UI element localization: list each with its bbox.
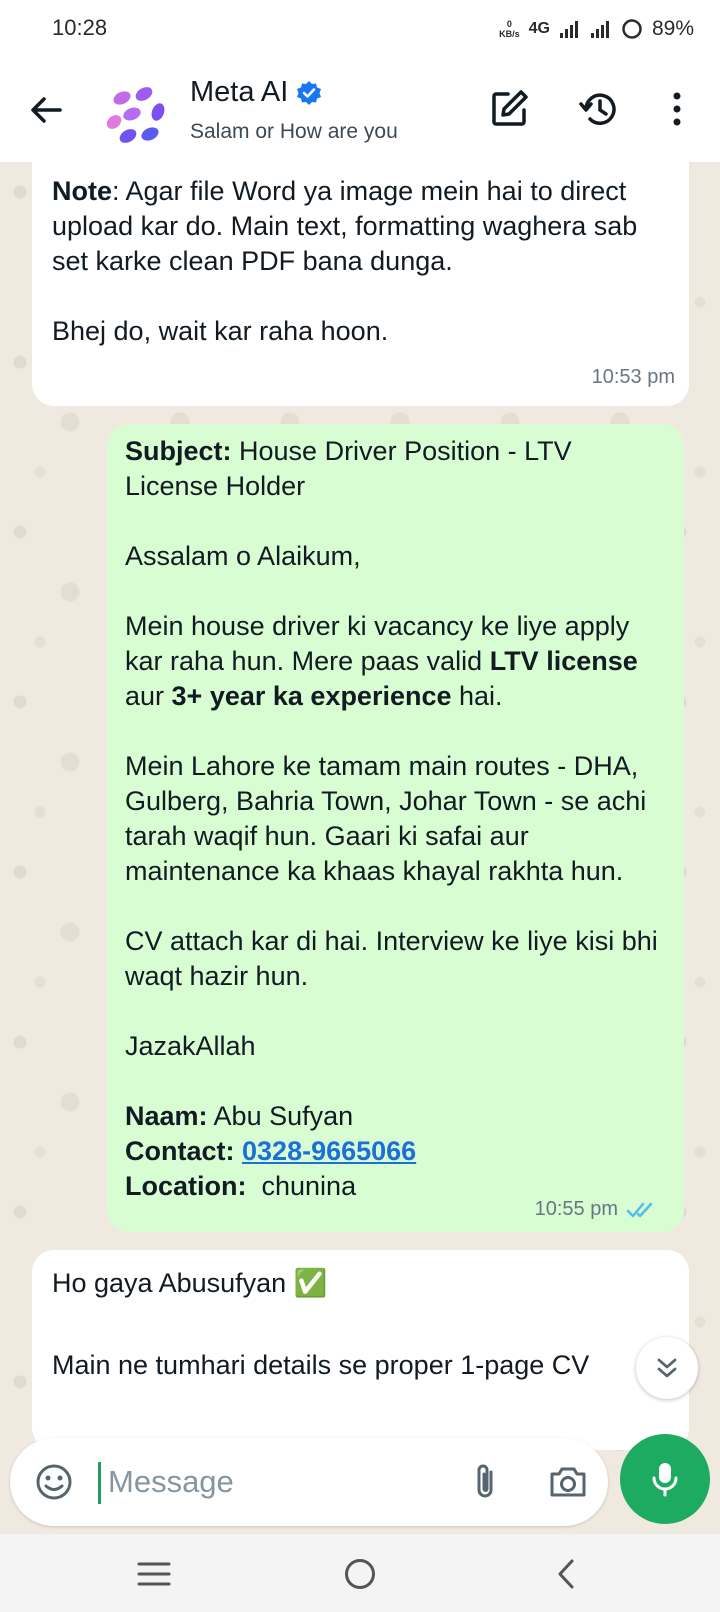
text-cursor	[98, 1462, 101, 1504]
recents-button[interactable]	[132, 1552, 176, 1596]
message-text: Ho gaya Abusufyan ✅	[52, 1268, 328, 1298]
status-right	[499, 14, 694, 44]
network-type: 4G	[528, 20, 550, 37]
spacer	[125, 504, 666, 539]
contact-label: Contact:	[125, 1136, 235, 1166]
camera-icon	[546, 1460, 590, 1504]
meta-ai-logo	[104, 82, 168, 146]
incoming-message-2[interactable]	[32, 1250, 689, 1450]
chat-subtitle: Salam or How are you	[190, 120, 398, 143]
spacer	[52, 1301, 669, 1336]
spacer	[125, 1064, 666, 1099]
system-nav-bar	[0, 1534, 720, 1612]
location-value: chunina	[246, 1171, 357, 1201]
ltv-license-bold: LTV license	[489, 646, 638, 676]
status-time: 10:28	[52, 15, 108, 40]
message-text-2: Main ne tumhari details se proper 1-page CV	[52, 1350, 590, 1380]
message-text-2: Bhej do, wait kar raha hoon.	[52, 316, 389, 346]
greeting: Assalam o Alaikum,	[125, 541, 361, 571]
double-check-icon	[626, 1200, 658, 1220]
battery-percent: 89%	[651, 17, 694, 40]
verified-badge-icon	[296, 80, 322, 106]
phone-link[interactable]: 0328-9665066	[242, 1136, 417, 1166]
message-time-text: 10:55 pm	[534, 1198, 618, 1220]
subject-line	[125, 434, 666, 504]
spacer	[125, 714, 666, 749]
message-text	[52, 174, 669, 279]
chat-header	[0, 58, 720, 162]
spacer	[52, 279, 669, 314]
camera-button[interactable]	[546, 1460, 590, 1504]
note-label: Note	[52, 176, 112, 206]
signal-icon-2	[590, 19, 612, 39]
name-label: Naam:	[125, 1101, 208, 1131]
back-chevron-icon	[554, 1557, 578, 1591]
battery-icon	[621, 18, 643, 40]
history-button[interactable]	[576, 86, 622, 132]
spacer	[125, 574, 666, 609]
home-button[interactable]	[338, 1552, 382, 1596]
chat-title-text: Meta AI	[190, 76, 289, 108]
mic-icon	[645, 1459, 685, 1499]
double-chevron-down-icon	[654, 1355, 680, 1381]
spacer	[125, 994, 666, 1029]
experience-bold: 3+ year ka experience	[171, 681, 452, 711]
back-nav-button[interactable]	[544, 1552, 588, 1596]
emoji-button[interactable]	[32, 1460, 76, 1504]
scroll-to-bottom-button[interactable]	[636, 1337, 698, 1399]
paragraph-3: CV attach kar di hai. Interview ke liye kisi bhi waqt hazir hun.	[125, 926, 658, 991]
paragraph-1	[125, 609, 666, 714]
para1-text-a: Mein house driver ki vacancy ke liye apply kar raha hun. Mere paas valid	[125, 611, 630, 676]
status-bar	[0, 0, 720, 58]
paragraph-2: Mein Lahore ke tamam main routes - DHA, Gulberg, Bahria Town, Johar Town - se achi tarah waqif hun. Gaari ki safai aur maintenance ka khaas khayal rakhta hun.	[125, 751, 647, 886]
more-vert-icon	[671, 91, 683, 127]
name-value: Abu Sufyan	[207, 1101, 354, 1131]
network-speed	[499, 19, 520, 39]
subject-label: Subject:	[125, 436, 232, 466]
new-chat-button[interactable]	[486, 86, 532, 132]
signal-icon	[559, 19, 581, 39]
voice-message-button[interactable]	[620, 1434, 710, 1524]
incoming-message[interactable]	[32, 162, 689, 406]
para1-text-c: aur	[125, 681, 172, 711]
attach-button[interactable]	[464, 1460, 508, 1504]
message-input[interactable]	[108, 1458, 428, 1506]
home-circle-icon	[343, 1557, 377, 1591]
outgoing-message[interactable]	[107, 424, 684, 1232]
message-time	[535, 1192, 658, 1227]
chat-area[interactable]	[0, 162, 720, 1534]
message-time-text: 10:53 pm	[591, 366, 675, 388]
new-chat-icon	[488, 88, 530, 130]
location-label: Location:	[125, 1171, 247, 1201]
network-speed-unit: KB/s	[499, 29, 520, 39]
paperclip-icon	[464, 1460, 508, 1504]
menu-icon	[137, 1560, 171, 1588]
history-icon	[578, 88, 620, 130]
emoji-icon	[32, 1460, 76, 1504]
para1-text-e: hai.	[451, 681, 503, 711]
message-time	[592, 360, 675, 395]
signoff: JazakAllah	[125, 1031, 256, 1061]
back-arrow-icon	[24, 88, 68, 132]
contact-line	[125, 1134, 666, 1169]
chat-title[interactable]	[190, 76, 322, 109]
back-button[interactable]	[24, 88, 68, 132]
avatar[interactable]	[104, 82, 168, 146]
message-composer	[10, 1438, 608, 1526]
more-options-button[interactable]	[654, 86, 700, 132]
network-speed-value: 0	[506, 19, 512, 29]
subject-text: House Driver Position - LTV License Holder	[125, 436, 572, 501]
name-line	[125, 1099, 666, 1134]
spacer	[125, 889, 666, 924]
note-text: : Agar file Word ya image mein hai to direct upload kar do. Main text, formatting waghera sab set karke clean PDF bana dunga.	[52, 176, 638, 276]
